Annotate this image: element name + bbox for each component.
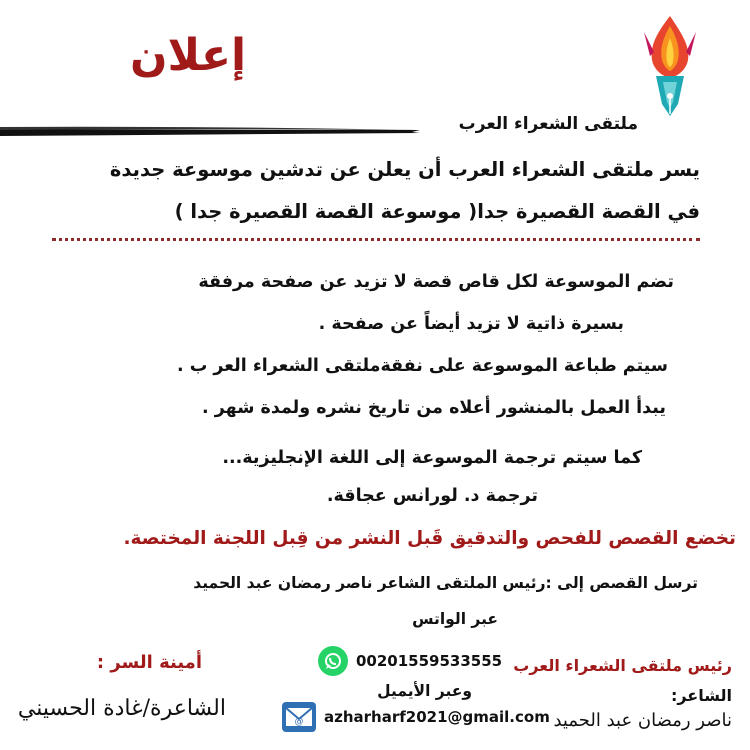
submission-line: ترسل القصص إلى :رئيس الملتقى الشاعر ناصر رمضان عبد الحميد: [193, 574, 698, 592]
brush-stroke-divider: [0, 124, 420, 138]
page-title: إعلان: [130, 30, 247, 81]
body-line-2: بسيرة ذاتية لا تزيد أيضاً عن صفحة .: [318, 314, 624, 334]
intro-line-2: في القصة القصيرة جدا( موسوعة القصة القصيرة جدا ): [174, 200, 700, 223]
email-address[interactable]: azharharf2021@gmail.com: [324, 708, 550, 726]
review-notice: تخضع القصص للفحص والتدقيق قَبل النشر من قِبل اللجنة المختصة.: [123, 528, 736, 549]
body-line-1: تضم الموسوعة لكل قاص قصة لا تزيد عن صفحة مرفقة: [198, 272, 674, 292]
email-row: [282, 702, 550, 732]
whatsapp-icon: [318, 646, 348, 676]
president-label: الشاعر:: [670, 686, 732, 705]
body-line-4: يبدأ العمل بالمنشور أعلاه من تاريخ نشره ولمدة شهر .: [202, 398, 666, 418]
secretary-title: أمينة السر :: [96, 652, 202, 673]
secretary-signature: الشاعرة/غادة الحسيني: [17, 696, 226, 721]
intro-line-1: يسر ملتقى الشعراء العرب أن يعلن عن تدشين موسوعة جديدة: [109, 158, 700, 181]
president-title: رئيس ملتقى الشعراء العرب: [513, 656, 732, 675]
phone-row: [318, 646, 502, 676]
body-line-5: كما سيتم ترجمة الموسوعة إلى اللغة الإنجليزية...: [222, 448, 642, 468]
svg-text:@: @: [294, 717, 304, 727]
president-signature: ناصر رمضان عبد الحميد: [553, 710, 732, 731]
dotted-divider: [52, 238, 700, 241]
body-line-6: ترجمة د. لورانس عجاقة.: [326, 486, 538, 506]
flame-quill-logo-icon: [636, 12, 704, 120]
via-email-label: وعبر الأيميل: [377, 682, 472, 700]
email-icon: [282, 702, 316, 732]
organization-name: ملتقى الشعراء العرب: [458, 114, 638, 134]
via-whatsapp-label: عبر الواتس: [412, 610, 498, 628]
phone-number[interactable]: 00201559533555: [356, 652, 503, 670]
body-line-3: سيتم طباعة الموسوعة على نفقةملتقى الشعراء العر ب .: [177, 356, 668, 376]
